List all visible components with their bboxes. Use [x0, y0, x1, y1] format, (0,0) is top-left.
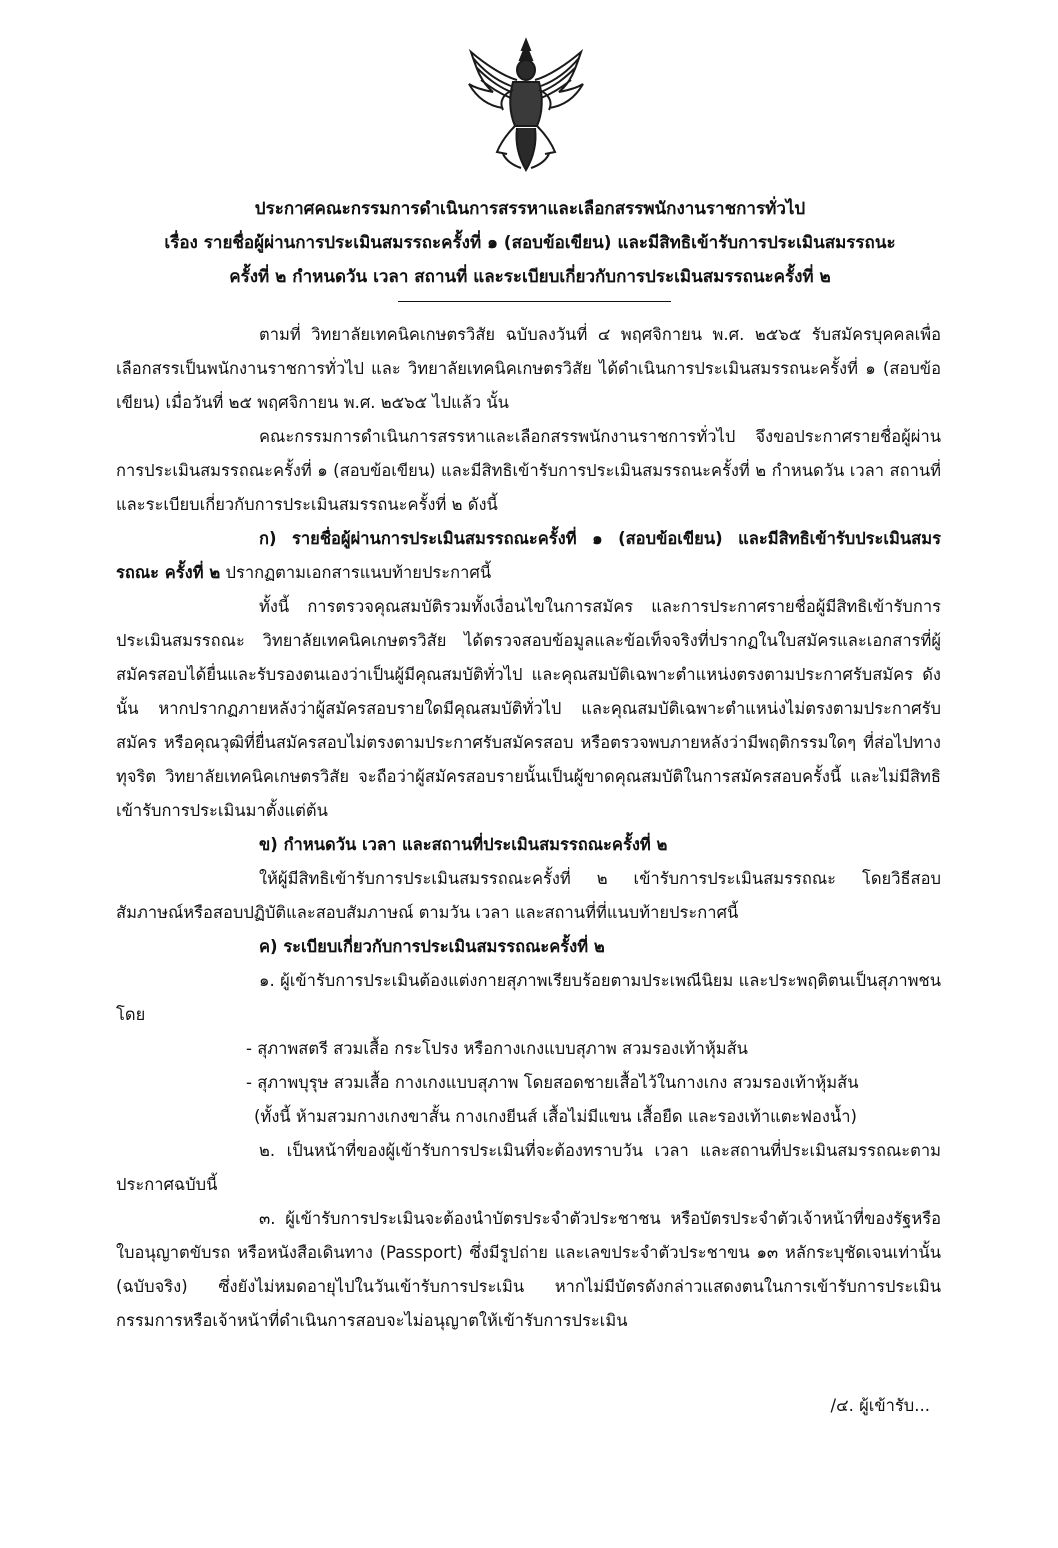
section-c-heading: ค) ระเบียบเกี่ยวกับการประเมินสมรรถณะครั้งที่ ๒: [259, 937, 605, 956]
section-a-paragraph: ทั้งนี้ การตรวจคุณสมบัติรวมทั้งเงื่อนไขในการสมัคร และการประกาศรายชื่อผู้มีสิทธิเข้ารับการประเมินสมรรถณะ วิทยาลัยเทคนิคเกษตรวิสัย ได้ตรวจสอบข้อมูลและข้อเท็จจริงที่ปรากฏในใบสมัครและเอกสารที่ผู้สมัครสอบได้ยื่นและรับรองตนเองว่าเป็นผู้มีคุณสมบัติทั่วไป และคุณสมบัติเฉพาะตำแหน่งตรงตามประกาศรับสมัคร ดังนั้น หากปรากฏภายหลังว่าผู้สมัครสอบรายใดมีคุณสมบัติทั่วไป และคุณสมบัติเฉพาะตำแหน่งไม่ตรงตามประกาศรับสมัคร หรือคุณวุฒิที่ยื่นสมัครสอบไม่ตรงตามประกาศรับสมัครสอบ หรือตรวจพบภายหลังว่ามีพฤติกรรมใดๆ ที่ส่อไปทางทุจริต วิทยาลัยเทคนิคเกษตรวิสัย จะถือว่าผู้สมัครสอบรายนั้นเป็นผู้ขาดคุณสมบัติในการสมัครสอบครั้งนี้ และไม่มีสิทธิเข้ารับการประเมินมาตั้งแต่ต้น: [116, 597, 941, 820]
announcement-body: [116, 318, 941, 1338]
rule-item-1-women: - สุภาพสตรี สวมเสื้อ กระโปรง หรือกางเกงแบบสุภาพ สวมรองเท้าหุ้มส้น: [246, 1039, 748, 1058]
title-line-2: เรื่อง รายชื่อผู้ผ่านการประเมินสมรรถะครั้งที่ ๑ (สอบข้อเขียน) และมีสิทธิเข้ารับการประเมินสมรรถนะ: [164, 233, 896, 253]
section-a-tail: ปรากฏตามเอกสารแนบท้ายประกาศนี้: [220, 563, 492, 582]
title-divider: [398, 301, 671, 302]
announcement-title: [60, 192, 1000, 294]
title-line-3: ครั้งที่ ๒ กำหนดวัน เวลา สถานที่ และระเบียบเกี่ยวกับการประเมินสมรรถนะครั้งที่ ๒: [229, 267, 831, 287]
rule-item-2: ๒. เป็นหน้าที่ของผู้เข้ารับการประเมินที่จะต้องทราบวัน เวลา และสถานที่ประเมินสมรรถณะตามประกาศฉบับนี้: [116, 1141, 941, 1194]
section-a-heading: ก) รายชื่อผู้ผ่านการประเมินสมรรถณะครั้งที่ ๑ (สอบข้อเขียน) และมีสิทธิเข้ารับประเมินสมรรถณะ ครั้งที่ ๒: [116, 529, 941, 582]
rule-item-1-note: (ทั้งนี้ ห้ามสวมกางเกงขาสั้น กางเกงยีนส์ เสื้อไม่มีแขน เสื้อยืด และรองเท้าแตะฟองน้ำ): [254, 1107, 857, 1126]
section-b-paragraph: ให้ผู้มีสิทธิเข้ารับการประเมินสมรรถณะครั้งที่ ๒ เข้ารับการประเมินสมรรถณะ โดยวิธีสอบสัมภาษณ์หรือสอบปฏิบัติและสอบสัมภาษณ์ ตามวัน เวลา และสถานที่ที่แนบท้ายประกาศนี้: [116, 869, 941, 922]
next-page-marker: /๔. ผู้เข้ารับ...: [830, 1396, 930, 1415]
rule-item-3: ๓. ผู้เข้ารับการประเมินจะต้องนำบัตรประจำตัวประชาชน หรือบัตรประจำตัวเจ้าหน้าที่ของรัฐหรือใบอนุญาตขับรถ หรือหนังสือเดินทาง (Passport) ซึ่งมีรูปถ่าย และเลขประจำตัวประชาขน ๑๓ หลักระบุชัดเจนเท่านั้น (ฉบับจริง) ซึ่งยังไม่หมดอายุไปในวันเข้ารับการประเมิน หากไม่มีบัตรดังกล่าวแสดงตนในการเข้ารับการประเมินกรรมการหรือเจ้าหน้าที่ดำเนินการสอบจะไม่อนุญาตให้เข้ารับการประเมิน: [116, 1209, 941, 1330]
title-line-1: ประกาศคณะกรรมการดำเนินการสรรหาและเลือกสรรพนักงานราชการทั่วไป: [254, 199, 806, 219]
paragraph-announcement: คณะกรรมการดำเนินการสรรหาและเลือกสรรพนักงานราชการทั่วไป จึงขอประกาศรายชื่อผู้ผ่านการประเมินสมรรถณะครั้งที่ ๑ (สอบข้อเขียน) และมีสิทธิเข้ารับการประเมินสมรรถนะครั้งที่ ๒ กำหนดวัน เวลา สถานที่และระเบียบเกี่ยวกับการประเมินสมรรถนะครั้งที่ ๒ ดังนี้: [116, 427, 941, 514]
section-b-heading: ข) กำหนดวัน เวลา และสถานที่ประเมินสมรรถณะครั้งที่ ๒: [259, 835, 668, 854]
rule-item-1-men: - สุภาพบุรุษ สวมเสื้อ กางเกงแบบสุภาพ โดยสอดชายเสื้อไว้ในกางเกง สวมรองเท้าหุ้มส้น: [246, 1073, 859, 1092]
garuda-emblem-icon: [463, 36, 589, 176]
rule-item-1: ๑. ผู้เข้ารับการประเมินต้องแต่งกายสุภาพเรียบร้อยตามประเพณีนิยม และประพฤติตนเป็นสุภาพชน โดย: [116, 971, 941, 1024]
paragraph-intro: ตามที่ วิทยาลัยเทคนิคเกษตรวิสัย ฉบับลงวันที่ ๔ พฤศจิกายน พ.ศ. ๒๕๖๕ รับสมัครบุคคลเพื่อเลือกสรรเป็นพนักงานราชการทั่วไป และ วิทยาลัยเทคนิคเกษตรวิสัย ได้ดำเนินการประเมินสมรรถนะครั้งที่ ๑ (สอบข้อเขียน) เมื่อวันที่ ๒๕ พฤศจิกายน พ.ศ. ๒๕๖๕ ไปแล้ว นั้น: [116, 325, 941, 412]
section-a: [116, 522, 941, 590]
